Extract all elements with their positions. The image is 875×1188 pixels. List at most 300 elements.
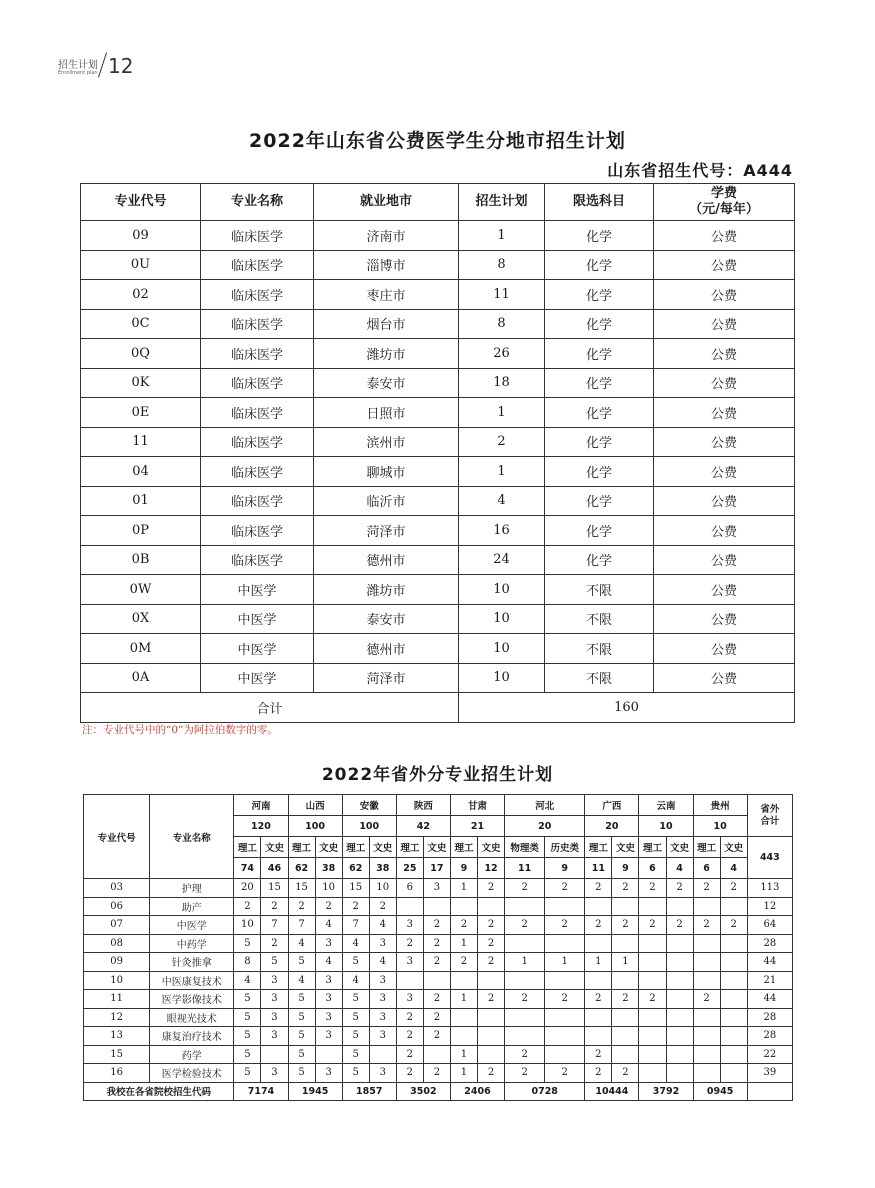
cell-count: 2 [693,879,720,898]
cell-city: 德州市 [314,545,459,575]
subject-count: 38 [315,858,342,879]
cell-code: 08 [84,934,150,953]
cell-count: 2 [639,879,666,898]
cell-code: 11 [84,990,150,1009]
cell-major: 中医康复技术 [150,971,234,990]
cell-count [545,934,585,953]
table-row [81,575,795,605]
cell-count: 3 [261,990,288,1009]
cell-major: 临床医学 [201,516,314,546]
cell-count: 2 [478,879,505,898]
subject-count: 38 [369,858,396,879]
cell-count: 3 [369,1027,396,1046]
cell-count [505,971,545,990]
cell-count [478,1027,505,1046]
cell-quota: 10 [459,575,545,605]
cell-tuition: 公费 [654,545,795,575]
subject-type: 理工 [693,837,720,858]
cell-count [639,1045,666,1064]
province-total: 10 [693,816,747,837]
table-row [84,953,793,972]
cell-count: 2 [585,879,612,898]
province-total: 21 [450,816,504,837]
section1-code: 山东省招生代号：A444 [607,161,793,180]
cell-major: 临床医学 [201,486,314,516]
cell-count [585,934,612,953]
cell-count: 5 [342,953,369,972]
cell-count: 2 [478,934,505,953]
cell-code: 0U [81,250,201,280]
cell-tuition: 公费 [654,280,795,310]
cell-total: 12 [747,897,792,916]
cell-tuition: 公费 [654,221,795,251]
cell-code: 07 [84,916,150,935]
cell-count: 2 [423,1064,450,1083]
cell-code: 13 [84,1027,150,1046]
cell-subject: 化学 [545,309,654,339]
cell-count [666,1045,693,1064]
table-row [81,339,795,369]
subject-count: 11 [585,858,612,879]
cell-count: 4 [288,934,315,953]
shandong-plan-table [80,183,795,723]
table-row [84,1064,793,1083]
cell-city: 菏泽市 [314,516,459,546]
school-code: 0945 [693,1082,747,1101]
cell-count [720,1064,747,1083]
cell-city: 临沂市 [314,486,459,516]
cell-city: 滨州市 [314,427,459,457]
cell-count: 1 [450,1064,477,1083]
cell-city: 潍坊市 [314,339,459,369]
cell-count: 2 [396,1064,423,1083]
subject-type: 理工 [639,837,666,858]
cell-count: 2 [478,916,505,935]
cell-count: 5 [342,1008,369,1027]
cell-count: 3 [261,1027,288,1046]
cell-count: 5 [342,990,369,1009]
cell-count: 5 [288,1064,315,1083]
cell-city: 淄博市 [314,250,459,280]
subject-count: 4 [720,858,747,879]
cell-count [396,897,423,916]
cell-count: 1 [545,953,585,972]
cell-count: 3 [315,1008,342,1027]
province-name: 云南 [639,795,693,816]
cell-major: 临床医学 [201,280,314,310]
table-row [81,368,795,398]
cell-count: 2 [450,953,477,972]
cell-major: 临床医学 [201,398,314,428]
cell-major: 医学检验技术 [150,1064,234,1083]
cell-quota: 26 [459,339,545,369]
cell-major: 医学影像技术 [150,990,234,1009]
cell-total: 28 [747,1008,792,1027]
cell-total: 64 [747,916,792,935]
cell-count: 2 [693,916,720,935]
cell-major: 临床医学 [201,427,314,457]
cell-count: 5 [234,1027,261,1046]
cell-count: 2 [505,879,545,898]
subject-count: 12 [478,858,505,879]
cell-count [612,897,639,916]
cell-count [450,1027,477,1046]
cell-code: 09 [81,221,201,251]
cell-count: 3 [369,1008,396,1027]
col-quota: 招生计划 [459,184,545,221]
cell-count [693,1008,720,1027]
cell-code: 03 [84,879,150,898]
cell-count [666,971,693,990]
cell-count: 2 [545,916,585,935]
cell-tuition: 公费 [654,427,795,457]
cell-count: 2 [612,990,639,1009]
cell-subject: 化学 [545,427,654,457]
table-row [81,427,795,457]
cell-count: 4 [315,916,342,935]
subject-type: 理工 [450,837,477,858]
subject-count: 17 [423,858,450,879]
cell-count: 7 [342,916,369,935]
province-name: 河南 [234,795,288,816]
cell-count: 1 [450,879,477,898]
cell-count: 2 [261,897,288,916]
cell-quota: 24 [459,545,545,575]
cell-major: 眼视光技术 [150,1008,234,1027]
province-name: 广西 [585,795,639,816]
cell-quota: 11 [459,280,545,310]
cell-count [666,953,693,972]
school-code-label: 我校在各省院校招生代码 [84,1082,234,1101]
cell-count: 5 [234,1008,261,1027]
cell-count [612,1008,639,1027]
cell-code: 11 [81,427,201,457]
school-code: 2406 [450,1082,504,1101]
cell-total: 28 [747,1027,792,1046]
col-province-total: 省外合计 [747,795,792,837]
cell-count [423,897,450,916]
cell-count [666,990,693,1009]
cell-count: 5 [342,1064,369,1083]
header-divider [98,52,107,77]
cell-quota: 10 [459,663,545,693]
cell-count: 3 [315,1064,342,1083]
province-total: 10 [639,816,693,837]
cell-count: 3 [315,990,342,1009]
cell-count [505,897,545,916]
cell-count [693,971,720,990]
cell-major: 药学 [150,1045,234,1064]
col-tuition-unit: （元/每年） [689,202,759,217]
cell-count: 3 [396,990,423,1009]
cell-count: 5 [288,1045,315,1064]
table-row [81,398,795,428]
cell-count: 4 [342,971,369,990]
cell-count: 4 [234,971,261,990]
total-label: 合计 [81,693,459,723]
code-note: 注：专业代号中的“0”为阿拉伯数字的零。 [82,724,278,736]
cell-count [423,1045,450,1064]
cell-major: 临床医学 [201,339,314,369]
cell-subject: 化学 [545,280,654,310]
subject-count: 6 [693,858,720,879]
table-row [81,604,795,634]
cell-count: 6 [396,879,423,898]
cell-count: 2 [693,990,720,1009]
cell-major: 临床医学 [201,250,314,280]
cell-tuition: 公费 [654,486,795,516]
cell-count [585,971,612,990]
cell-tuition: 公费 [654,368,795,398]
table-row [84,990,793,1009]
cell-count: 3 [369,990,396,1009]
cell-count [505,1027,545,1046]
cell-count: 15 [342,879,369,898]
grand-total: 443 [747,837,792,879]
cell-count: 2 [612,916,639,935]
subject-type: 理工 [288,837,315,858]
cell-quota: 1 [459,221,545,251]
cell-count: 2 [639,990,666,1009]
cell-count: 2 [505,1045,545,1064]
subject-type: 文史 [423,837,450,858]
cell-quota: 10 [459,604,545,634]
cell-count [639,971,666,990]
cell-major: 针灸推拿 [150,953,234,972]
cell-count: 2 [423,916,450,935]
school-code: 3792 [639,1082,693,1101]
cell-count: 4 [315,953,342,972]
cell-count [545,971,585,990]
province-total: 42 [396,816,450,837]
cell-count: 5 [234,1064,261,1083]
cell-count: 7 [288,916,315,935]
cell-quota: 8 [459,309,545,339]
cell-count [720,1045,747,1064]
cell-city: 日照市 [314,398,459,428]
cell-major: 中医学 [201,634,314,664]
subject-count: 9 [612,858,639,879]
subject-type: 历史类 [545,837,585,858]
cell-count: 2 [450,916,477,935]
cell-count: 2 [234,897,261,916]
cell-tuition: 公费 [654,457,795,487]
cell-major: 中医学 [201,663,314,693]
cell-subject: 化学 [545,545,654,575]
cell-total: 113 [747,879,792,898]
col-major: 专业名称 [150,795,234,879]
province-total: 20 [505,816,585,837]
cell-tuition: 公费 [654,398,795,428]
cell-subject: 不限 [545,604,654,634]
cell-count: 2 [478,953,505,972]
cell-code: 0X [81,604,201,634]
cell-city: 泰安市 [314,604,459,634]
cell-count [478,971,505,990]
cell-city: 潍坊市 [314,575,459,605]
cell-count [693,934,720,953]
table-row [81,309,795,339]
cell-quota: 10 [459,634,545,664]
province-total: 100 [288,816,342,837]
cell-count [545,897,585,916]
cell-major: 护理 [150,879,234,898]
cell-tuition: 公费 [654,309,795,339]
subject-count: 25 [396,858,423,879]
school-code: 0728 [505,1082,585,1101]
cell-count: 2 [612,879,639,898]
subject-type: 文史 [478,837,505,858]
cell-count [315,1045,342,1064]
cell-total: 39 [747,1064,792,1083]
cell-count [639,1008,666,1027]
school-code: 10444 [585,1082,639,1101]
total-value: 160 [459,693,795,723]
cell-count: 2 [342,897,369,916]
subject-type: 文史 [315,837,342,858]
cell-count [450,1008,477,1027]
subject-type: 文史 [612,837,639,858]
cell-count: 2 [288,897,315,916]
cell-tuition: 公费 [654,516,795,546]
table-row [81,457,795,487]
page-number: 12 [108,54,134,78]
col-major: 专业名称 [201,184,314,221]
table-row [84,1027,793,1046]
cell-count [505,1008,545,1027]
province-total: 100 [342,816,396,837]
cell-count: 3 [261,1008,288,1027]
cell-count [396,971,423,990]
table-row [84,879,793,898]
cell-quota: 1 [459,398,545,428]
province-name-row [84,795,793,816]
province-plan-table [83,794,793,1101]
cell-count: 2 [666,879,693,898]
cell-count: 3 [315,971,342,990]
cell-count [693,953,720,972]
cell-count: 5 [261,953,288,972]
cell-count [693,897,720,916]
table-row [81,486,795,516]
cell-count [693,1027,720,1046]
col-tuition-label: 学费 [710,186,737,201]
cell-count [666,1027,693,1046]
header-sub: Enrollment plan [58,70,98,76]
cell-count: 2 [261,934,288,953]
cell-count: 2 [369,897,396,916]
cell-count: 5 [288,990,315,1009]
cell-code: 06 [84,897,150,916]
cell-count [639,1064,666,1083]
cell-subject: 化学 [545,368,654,398]
subject-type: 理工 [234,837,261,858]
section2-title: 2022年省外分专业招生计划 [321,765,554,785]
cell-count: 1 [585,953,612,972]
province-total: 120 [234,816,288,837]
cell-city: 聊城市 [314,457,459,487]
cell-count: 2 [720,916,747,935]
cell-count: 8 [234,953,261,972]
cell-tuition: 公费 [654,634,795,664]
subject-count: 11 [505,858,545,879]
table-body [81,221,795,693]
cell-count: 2 [585,990,612,1009]
cell-count: 3 [369,934,396,953]
cell-city: 菏泽市 [314,663,459,693]
cell-major: 临床医学 [201,309,314,339]
cell-count [612,971,639,990]
cell-count [478,1008,505,1027]
cell-code: 0W [81,575,201,605]
cell-count [666,934,693,953]
cell-count [720,1008,747,1027]
cell-subject: 化学 [545,486,654,516]
school-code: 7174 [234,1082,288,1101]
cell-count: 2 [545,990,585,1009]
cell-major: 助产 [150,897,234,916]
cell-major: 临床医学 [201,221,314,251]
cell-count [639,934,666,953]
cell-count [639,953,666,972]
cell-count [720,897,747,916]
cell-count: 3 [396,916,423,935]
cell-count [585,1027,612,1046]
cell-count: 1 [450,1045,477,1064]
table-row [81,516,795,546]
cell-count: 2 [315,897,342,916]
subject-type: 文史 [369,837,396,858]
cell-count [693,1045,720,1064]
cell-count: 5 [342,1045,369,1064]
cell-count: 4 [342,934,369,953]
cell-count: 10 [369,879,396,898]
total-row [81,693,795,723]
cell-count [693,1064,720,1083]
cell-code: 12 [84,1008,150,1027]
cell-code: 0Q [81,339,201,369]
cell-code: 09 [84,953,150,972]
subject-count: 62 [342,858,369,879]
cell-count [720,953,747,972]
school-code: 1945 [288,1082,342,1101]
cell-quota: 1 [459,457,545,487]
cell-tuition: 公费 [654,339,795,369]
col-subject: 限选科目 [545,184,654,221]
table-row [81,221,795,251]
cell-count: 2 [639,916,666,935]
col-code: 专业代号 [81,184,201,221]
subject-count: 46 [261,858,288,879]
cell-tuition: 公费 [654,604,795,634]
cell-count [545,1027,585,1046]
cell-count [545,1045,585,1064]
cell-count [612,1045,639,1064]
cell-count: 1 [450,934,477,953]
cell-city: 枣庄市 [314,280,459,310]
col-code: 专业代号 [84,795,150,879]
cell-count: 2 [505,916,545,935]
cell-count: 2 [478,1064,505,1083]
cell-count: 5 [288,953,315,972]
cell-count: 2 [666,916,693,935]
cell-subject: 不限 [545,634,654,664]
cell-subject: 不限 [545,663,654,693]
cell-count: 3 [369,1064,396,1083]
cell-count: 3 [261,1064,288,1083]
table-header-row [81,184,795,221]
cell-subject: 化学 [545,339,654,369]
